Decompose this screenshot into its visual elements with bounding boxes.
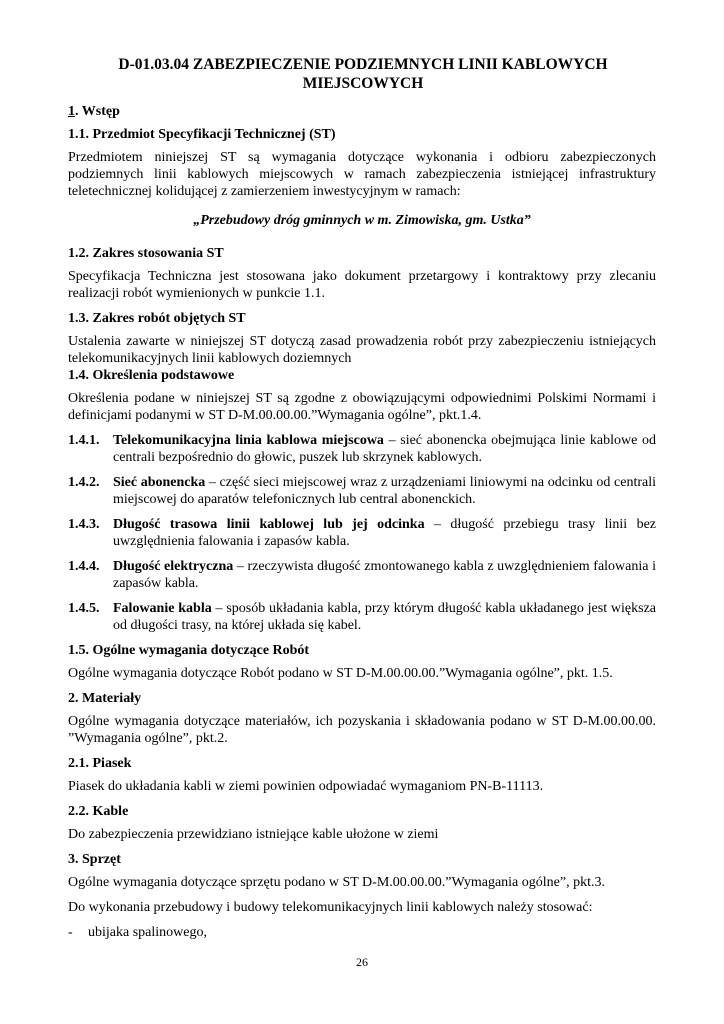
section-1-1-text: Przedmiotem niniejszej ST są wymagania dotyczące wykonania i odbioru zabezpieczonych podziemnych linii kablowych miejscowych w ramach zabezpieczenia istniejącej infrastruktury teletechnicznej kolidującej z zamierzeniem inwestycyjnym w ramach: [68,150,656,199]
section-3-text-2: Do wykonania przebudowy i budowy telekomunikacyjnych linii kablowych należy stosować: [68,900,593,915]
section-1-4-text: Określenia podane w niniejszej ST są zgodne z obowiązującymi odpowiednimi Polskimi Normami i definicjami podanymi w ST D-M.00.00.00.”Wymagania ogólne”, pkt.1.4. [68,391,656,423]
definition-number: 1.4.1. [68,433,100,448]
section-1-3-heading: 1.3. Zakres robót objętych ST [68,311,246,326]
definition-number: 1.4.3. [68,517,100,532]
page-number: 26 [356,955,368,969]
document-title: D-01.03.04 ZABEZPIECZENIE PODZIEMNYCH LINII KABLOWYCH MIEJSCOWYCH [118,56,608,92]
list-item [68,924,656,941]
definition-item [68,516,656,550]
section-1-5-text: Ogólne wymagania dotyczące Robót podano w ST D-M.00.00.00.”Wymagania ogólne”, pkt. 1.5. [68,666,613,681]
section-1-3-text: Ustalenia zawarte w niniejszej ST dotyczą zasad prowadzenia robót przy zabezpieczeniu istniejących telekomunikacyjnych linii kablowych doziemnych [68,334,656,366]
project-name: „Przebudowy dróg gminnych w m. Zimowiska, gm. Ustka” [193,213,531,228]
definition-text: – długość przebiegu trasy linii bez uwzględnienia falowania i zapasów kabla. [113,517,656,549]
section-2-1-heading: 2.1. Piasek [68,756,132,771]
bullet-text: ubijaka spalinowego, [88,925,207,940]
section-3-text: Ogólne wymagania dotyczące sprzętu podano w ST D-M.00.00.00.”Wymagania ogólne”, pkt.3. [68,875,605,890]
section-3-heading: 3. Sprzęt [68,852,121,867]
definition-text: – rzeczywista długość zmontowanego kabla z uwzględnieniem falowania i zapasów kabla. [113,559,656,591]
definition-number: 1.4.5. [68,601,100,616]
section-1-4-heading: 1.4. Określenia podstawowe [68,368,235,383]
definition-term: Długość elektryczna [113,559,234,574]
section-1-title: . Wstęp [75,104,120,119]
section-2-heading: 2. Materiały [68,691,142,706]
section-2-1-text: Piasek do układania kabli w ziemi powinien odpowiadać wymaganiom PN-B-11113. [68,779,544,794]
definition-number: 1.4.4. [68,559,100,574]
definition-text: – sposób układania kabla, przy którym długość kabla układanego jest większa od długości trasy, na której układa się kabel. [113,601,656,633]
definition-term: Telekomunikacyjna linia kablowa miejscowa [113,433,384,448]
definition-item [68,474,656,508]
definition-term: Długość trasowa linii kablowej lub jej odcinka [113,517,425,532]
section-2-text: Ogólne wymagania dotyczące materiałów, ich pozyskania i składowania podano w ST D-M.00.00.00. ”Wymagania ogólne”, pkt.2. [68,714,656,746]
bullet-mark: - [68,925,73,940]
definition-term: Sieć abonencka [113,475,206,490]
section-1-5-heading: 1.5. Ogólne wymagania dotyczące Robót [68,643,310,658]
definition-item [68,600,656,634]
definition-text: – sieć abonencka obejmująca linie kablowe od centrali bezpośrednio do głowic, puszek lub skrzynek kablowych. [113,433,656,465]
definition-text: – część sieci miejscowej wraz z urządzeniami liniowymi na odcinku od centrali miejscowej do aparatów telefonicznych lub central abonenckich. [113,475,656,507]
section-1-number: 1 [68,104,75,119]
document-body [68,103,656,941]
definition-item [68,558,656,592]
section-1-2-heading: 1.2. Zakres stosowania ST [68,246,224,261]
section-1-heading [68,103,656,120]
section-1-1-heading: 1.1. Przedmiot Specyfikacji Technicznej (ST) [68,127,336,142]
section-2-2-text: Do zabezpieczenia przewidziano istniejące kable ułożone w ziemi [68,827,439,842]
section-1-2-text: Specyfikacja Techniczna jest stosowana jako dokument przetargowy i kontraktowy przy zlecaniu realizacji robót wymienionych w punkcie 1.1. [68,269,656,301]
definition-term: Falowanie kabla [113,601,212,616]
definition-item [68,432,656,466]
definition-number: 1.4.2. [68,475,100,490]
section-2-2-heading: 2.2. Kable [68,804,129,819]
